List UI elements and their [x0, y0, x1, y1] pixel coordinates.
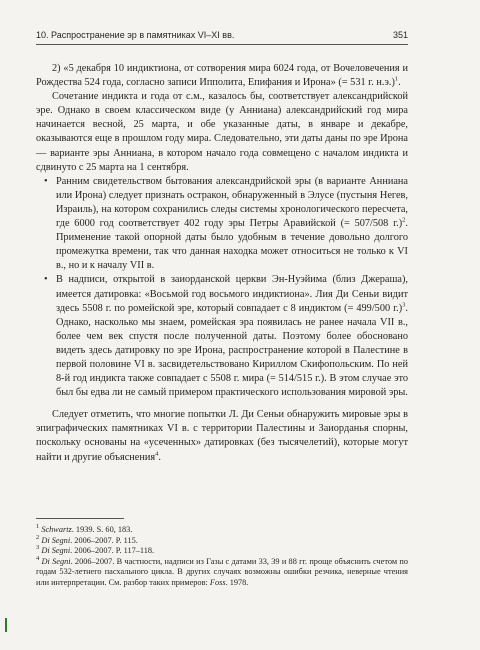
- footnote-number: 3: [36, 544, 40, 552]
- footnote-text: . 2006–2007. В частности, надписи из Газы с датами 33, 39 и 88 гг. проще объяснить счетом по годам 532-летнего пасхального цикла. В других случаях возможны ошибки резчика, неверные чтения или интерпретации. См. разбор таких примеров:: [36, 556, 408, 587]
- footnote-2: [36, 533, 408, 547]
- paragraph-1-text: 2) «5 декабря 10 индиктиона, от сотворения мира 6024 года, от Вочеловечения и Рождества 524 года, согласно записи Ипполита, Епифания и Ирона» (= 531 г. н.э.): [36, 63, 408, 89]
- footnote-author: Di Segni: [41, 546, 71, 556]
- footnotes: [36, 518, 408, 589]
- footnote-ref-2[interactable]: 2: [402, 216, 406, 224]
- footnote-ref-4[interactable]: 4: [155, 450, 159, 458]
- paragraph-3: [36, 408, 408, 464]
- footnote-divider: [36, 518, 124, 519]
- footnote-number: 4: [36, 555, 40, 563]
- bullet-1-tail: . Применение такой опорной даты было удобным в течение довольно долгого промежутка времени, так что данная находка может относиться не только к VI в., но и к началу VII в.: [56, 218, 408, 272]
- footnote-author: Di Segni: [41, 535, 71, 545]
- list-item: [56, 175, 408, 274]
- paragraph-3-tail: .: [158, 451, 161, 463]
- footnote-3: [36, 546, 408, 557]
- footnote-author: Schwartz: [41, 525, 72, 534]
- footnote-ref-3[interactable]: 3: [402, 301, 406, 309]
- footnote-author: Di Segni: [41, 556, 71, 566]
- section-title: 10. Распространение эр в памятниках VI–XI вв.: [36, 30, 235, 40]
- list-item: [56, 273, 408, 400]
- bullet-list: [36, 175, 408, 401]
- page-edge-mark: [5, 618, 7, 632]
- footnote-4: [36, 557, 408, 589]
- footnote-1: [36, 525, 408, 536]
- footnote-text: . 1939. S. 60, 183.: [71, 525, 133, 534]
- main-text: [36, 62, 408, 465]
- bullet-2-tail: . Однако, насколько мы знаем, ромейская эра появилась не ранее начала VII в., более чем век спустя после полученной даты. Поэтому более обосновано видеть здесь датировку по эре Ирона, распространение которой в Палестине в первой половине VI в. засвидетельствовано Кириллом Скифопольским. По ней 8-й год индикта также совпадает с 5508 г. мира (= 514/515 г.). В этом случае это был бы едва ли не самый примером практического использования мировой эры.: [56, 302, 408, 399]
- paragraph-2: Сочетание индикта и года от с.м., казалось бы, соответствует александрийской эре. Однако в своем классическом виде (у Анниана) александрийский год мира начинается весной, 25 марта, и обе указанные даты, в январе и декабре, оказываются еще в прошлом году мира. Следовательно, эти даты даны по эре Ирона — варианте эры Анниана, в котором начало года совмещено с началом индикта и сдвинуто с 25 марта на 1 сентября.: [36, 91, 408, 173]
- paragraph-1: 2) «5 декабря 10 индиктиона, от сотворения мира 6024 года, от Вочеловечения и Рождества 524 года, согласно записи Ипполита, Епифания и Ирона» (= 531 г. н.э.)$^1$.: [36, 63, 408, 89]
- footnote-text: . 2006–2007. P. 115.: [70, 535, 138, 545]
- bullet-2-text: В надписи, открытой в заиорданской церкви Эн-Нуэйима (близ Джераша), имеется датировка: «Восьмой год восьмого индиктиона». Лия Ди Сеньи видит здесь 5508 г. по ромейской эре, который совпадает с 8 индиктом (= 499/500 г.): [56, 274, 408, 314]
- footnote-number: 2: [36, 533, 40, 541]
- footnote-author: Foss: [209, 577, 226, 587]
- footnote-text: . 1978.: [225, 577, 249, 587]
- footnote-number: 1: [36, 523, 40, 531]
- paragraph-3-text: Следует отметить, что многие попытки Л. Ди Сеньи обнаружить мировые эры в эпиграфических памятниках VI в. с территории Палестины и Заиорданья спорны, поскольку основаны на «усеченных» датировках (без тысячелетий), которые могут найти и другие объяснения: [36, 409, 408, 463]
- footnote-ref-1[interactable]: 1: [394, 75, 399, 83]
- bullet-1-text: Ранним свидетельством бытования александрийской эры (в варианте Анниана или Ирона) следует признать остракон, обнаруженный в Элусе (пустыня Негев, Израиль), на котором сохранились следы системы хронологического пересчета, где 6000 год соответствует 402 году эры Петры Аравийской (= 507/508 г.): [56, 175, 408, 230]
- running-header: [36, 30, 408, 45]
- page-number: 351: [392, 30, 408, 40]
- footnote-text: . 2006–2007. P. 117–118.: [70, 546, 155, 556]
